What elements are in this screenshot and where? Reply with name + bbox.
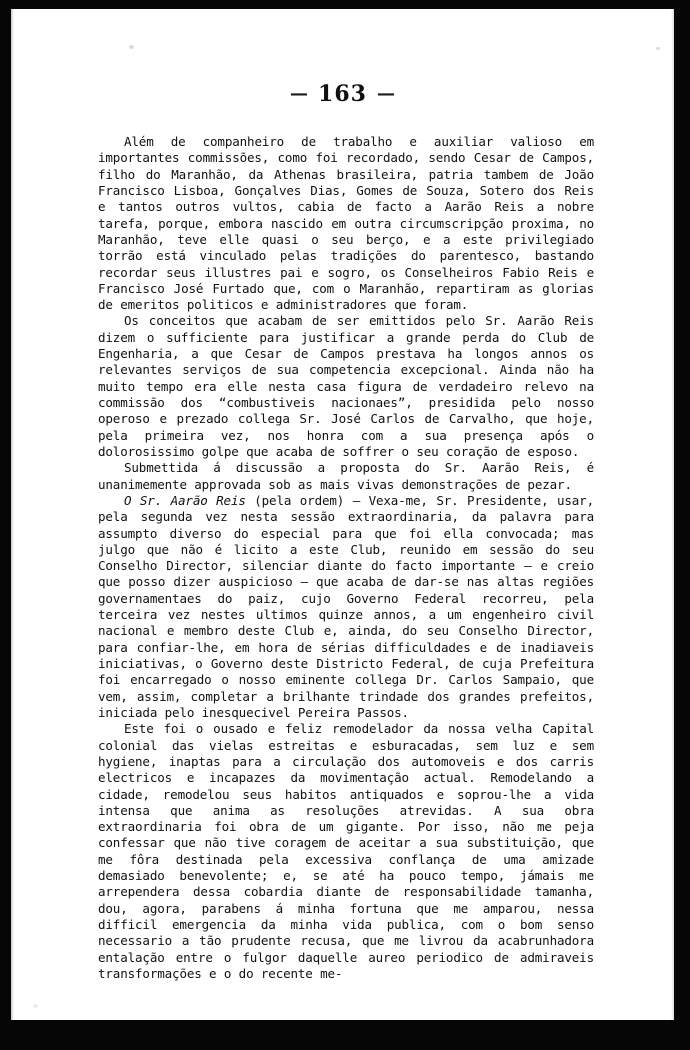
paragraph: Este foi o ousado e feliz remodelador da nossa velha Capital colonial das vielas estreitas e esburacadas, sem luz e sem hygiene, inaptas para a circulação dos automoveis e dos carris electricos e incapazes da movimentação actual. Remodelando a cidade, remodelou seus habitos antiquados e soprou-lhe a vida intensa que anima as resoluções atrevidas. A sua obra extraordinaria foi obra de um gigante. Por isso, não me peja confessar que não tive coragem de aceitar a sua substituição, que me fôra destinada pela excessiva conflança de uma amizade demasiado benevolente; e, se até ha pouco tempo, jámais me arrependera dessa cobardia diante de responsabilidade tamanha, dou, agora, parabens á minha fortuna que me amparou, nessa difficil emergencia da minha vida publica, com o bom senso necessario a tão prudente recusa, que me livrou da acabrunhadora entalação entre o fulgor daquelle aureo periodico de admiraveis transformações e o do recente me- [98,721,602,981]
speaker-name: O Sr. Aarão Reis [124,492,246,508]
page-number-dash-right: — [376,83,395,104]
page-number-header [11,81,674,107]
paragraph: Além de companheiro de trabalho e auxiliar valioso em importantes commissões, como foi recordado, sendo Cesar de Campos, filho do Maranhão, da Athenas brasileira, patria tambem de João Francisco Lisboa, Gonçalves Dias, Gomes de Souza, Sotero dos Reis e tantos outros vultos, cabia de facto a Aarão Reis a nobre tarefa, porque, embora nascido em outra circumscripção proxima, no Maranhão, teve elle quasi o seu berço, e a este privilegiado torrão está vinculado pelas tradições do parentesco, bastando recordar seus illustres pai e sogro, os Conselheiros Fabio Reis e Francisco José Furtado que, com o Maranhão, repartiram as glorias de emeritos politicos e administradores que foram. [98,134,602,313]
paragraph-text: (pela ordem) — Vexa-me, Sr. Presidente, usar, pela segunda vez nesta sessão extraordinaria, da palavra para assumpto diverso do especial para que foi ella convocada; mas julgo que não é licito a este Club, reunido em sessão do seu Conselho Director, silenciar diante do facto importante — e creio que posso dizer auspicioso — que acaba de dar-se nas altas regiões governamentaes do paiz, cujo Governo Federal recorreu, pela terceira vez nestes ultimos quinze annos, a um engenheiro civil nacional e membro deste Club e, ainda, do seu Conselho Director, para confiar-lhe, em hora de sérias difficuldades e de inadiaveis iniciativas, o Governo deste Districto Federal, de cuja Prefeitura foi encarregado o nosso eminente collega Dr. Carlos Sampaio, que vem, assim, completar a brilhante trindade dos grandes prefeitos, iniciada pelo inesquecivel Pereira Passos. [98,492,602,720]
scan-speck-icon [129,45,134,49]
scan-speck-icon [33,1004,38,1008]
document-page [11,9,674,1020]
paragraph: Submettida á discussão a proposta do Sr. Aarão Reis, é unanimemente approvada sob as mais vivas demonstrações de pezar. [98,460,602,492]
paragraph: Os conceitos que acabam de ser emittidos pelo Sr. Aarão Reis dizem o sufficiente para justificar a grande perda do Club de Engenharia, a que Cesar de Campos prestava ha longos annos os relevantes serviços de sua competencia excepcional. Ainda não ha muito tempo era elle nesta casa figura de verdadeiro relevo na commissão dos “combustiveis nacionaes”, presidida pelo nosso operoso e prezado collega Sr. José Carlos de Carvalho, que hoje, pela primeira vez, nos honra com a sua presença após o dolorosissimo golpe que acaba de soffrer o seu coração de esposo. [98,313,602,459]
page-number-dash-left: — [290,83,309,104]
scan-speck-icon [656,47,660,50]
paragraph-speaker-attribution [98,492,602,721]
document-body [98,134,602,982]
page-number: 163 [318,81,367,107]
